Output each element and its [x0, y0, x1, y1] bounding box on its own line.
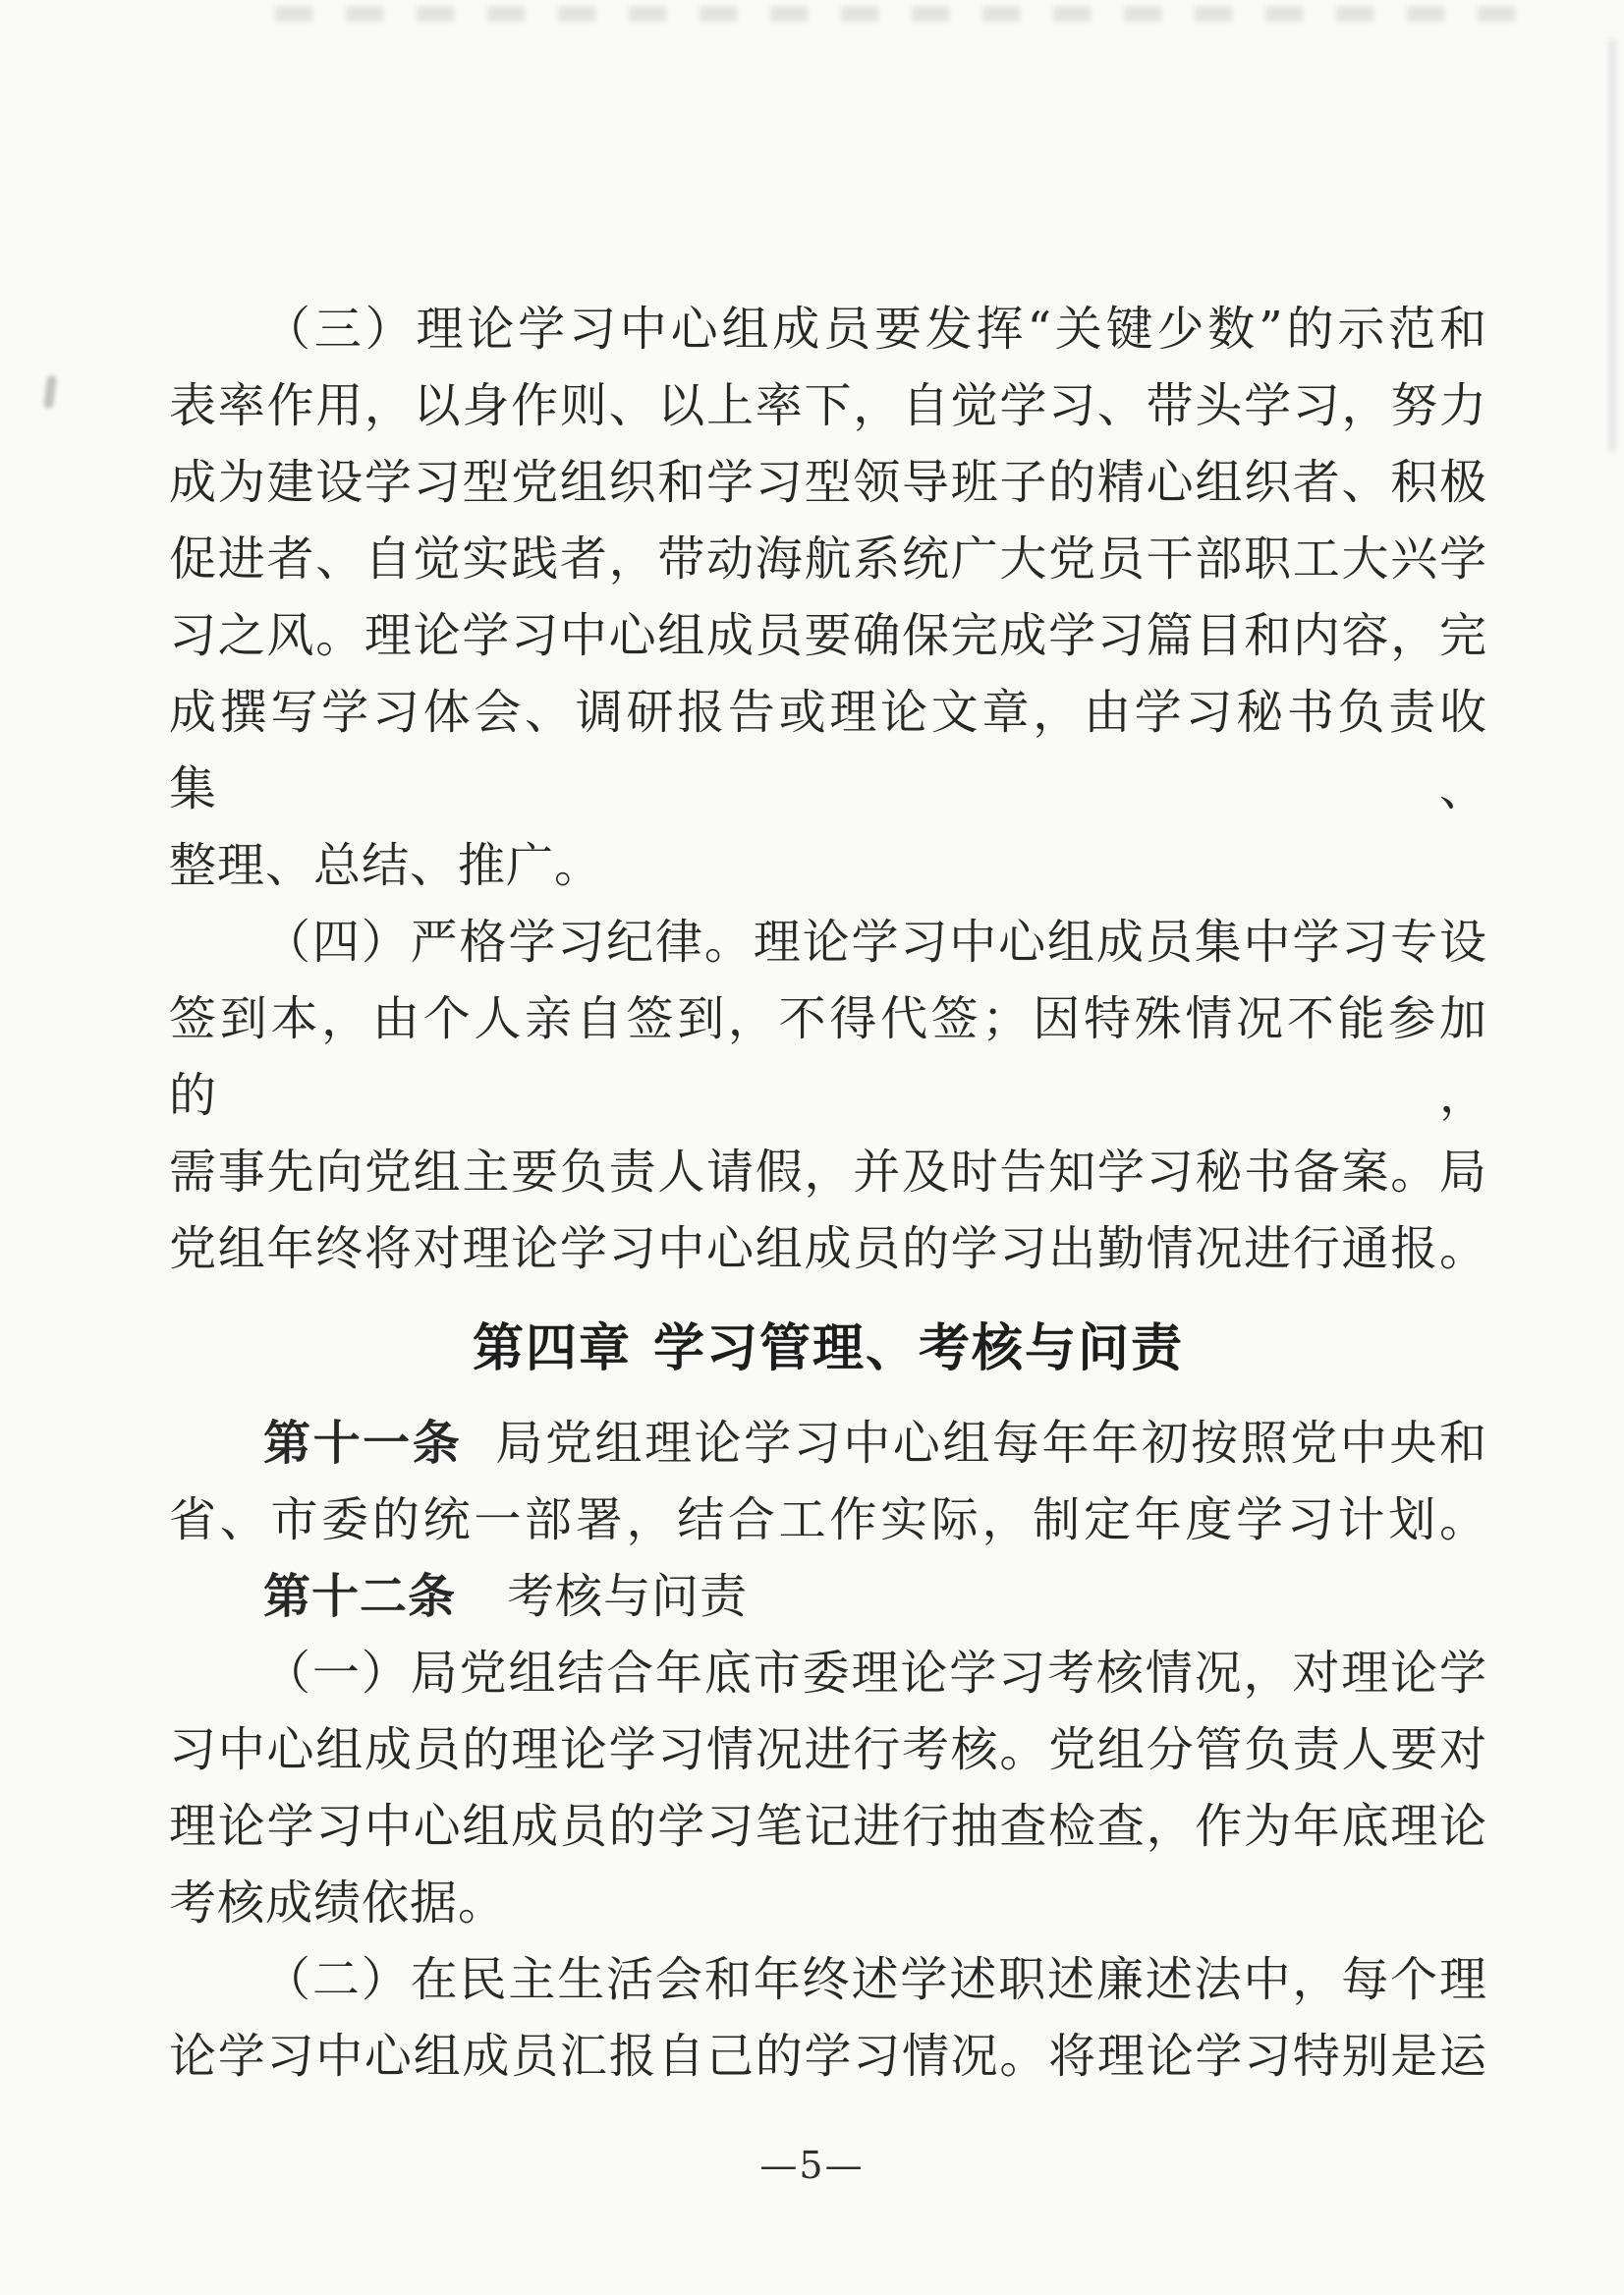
text-line: 需事先向党组主要负责人请假，并及时告知学习秘书备案。局 [169, 1145, 1487, 1200]
chapter-title: 学习管理、考核与问责 [653, 1319, 1185, 1378]
text-line: 成撰写学习体会、调研报告或理论文章，由学习秘书负责收集、 [169, 685, 1487, 816]
text-line [169, 1558, 1487, 1635]
text-line: 考核成绩依据。 [169, 1875, 507, 1931]
paragraph-item-3 [169, 291, 1487, 904]
text-line: 习中心组成员的理论学习情况进行考核。党组分管负责人要对 [169, 1722, 1487, 1777]
text-line [169, 1405, 1487, 1482]
text-line: （三）理论学习中心组成员要发挥“关键少数”的示范和 [263, 302, 1487, 357]
chapter-number: 第四章 [472, 1319, 632, 1378]
text-line: 签到本，由个人亲自签到，不得代签；因特殊情况不能参加的， [169, 991, 1487, 1123]
text-line: 整理、总结、推广。 [169, 838, 603, 893]
article-text: 局党组理论学习中心组每年年初按照党中央和 [495, 1416, 1487, 1471]
text-line: 理论学习中心组成员的学习笔记进行抽查检查，作为年底理论 [169, 1799, 1487, 1854]
paragraph-item-2 [169, 1941, 1487, 2095]
text-line: 党组年终将对理论学习中心组成员的学习出勤情况进行通报。 [169, 1221, 1487, 1276]
article-11 [169, 1405, 1487, 1558]
text-line: （二）在民主生活会和年终述学述职述廉述法中，每个理 [263, 1952, 1487, 2007]
document-body [169, 291, 1487, 2095]
chapter-heading [169, 1311, 1487, 1387]
text-line: （四）严格学习纪律。理论学习中心组成员集中学习专设 [263, 915, 1487, 970]
text-line: 表率作用，以身作则、以上率下，自觉学习、带头学习，努力 [169, 378, 1487, 433]
scan-artifact-top [275, 6, 1533, 22]
article-12 [169, 1558, 1487, 1635]
text-line: （一）局党组结合年底市委理论学习考核情况，对理论学 [263, 1646, 1487, 1701]
article-term: 第十二条 [263, 1569, 457, 1624]
article-title: 考核与问责 [507, 1569, 749, 1624]
text-line: 促进者、自觉实践者，带动海航系统广大党员干部职工大兴学 [169, 532, 1487, 587]
scan-artifact-right [1608, 39, 1616, 452]
article-term: 第十一条 [263, 1416, 463, 1471]
text-line: 习之风。理论学习中心组成员要确保完成学习篇目和内容，完 [169, 608, 1487, 663]
text-line: 省、市委的统一部署，结合工作实际，制定年度学习计划。 [169, 1492, 1487, 1547]
scan-artifact-left [43, 374, 58, 409]
paragraph-item-4 [169, 904, 1487, 1287]
text-line: 成为建设学习型党组织和学习型领导班子的精心组织者、积极 [169, 455, 1487, 510]
text-line: 论学习中心组成员汇报自己的学习情况。将理论学习特别是运 [169, 2029, 1487, 2084]
page-number: —5— [759, 2144, 865, 2187]
paragraph-item-1 [169, 1635, 1487, 1941]
